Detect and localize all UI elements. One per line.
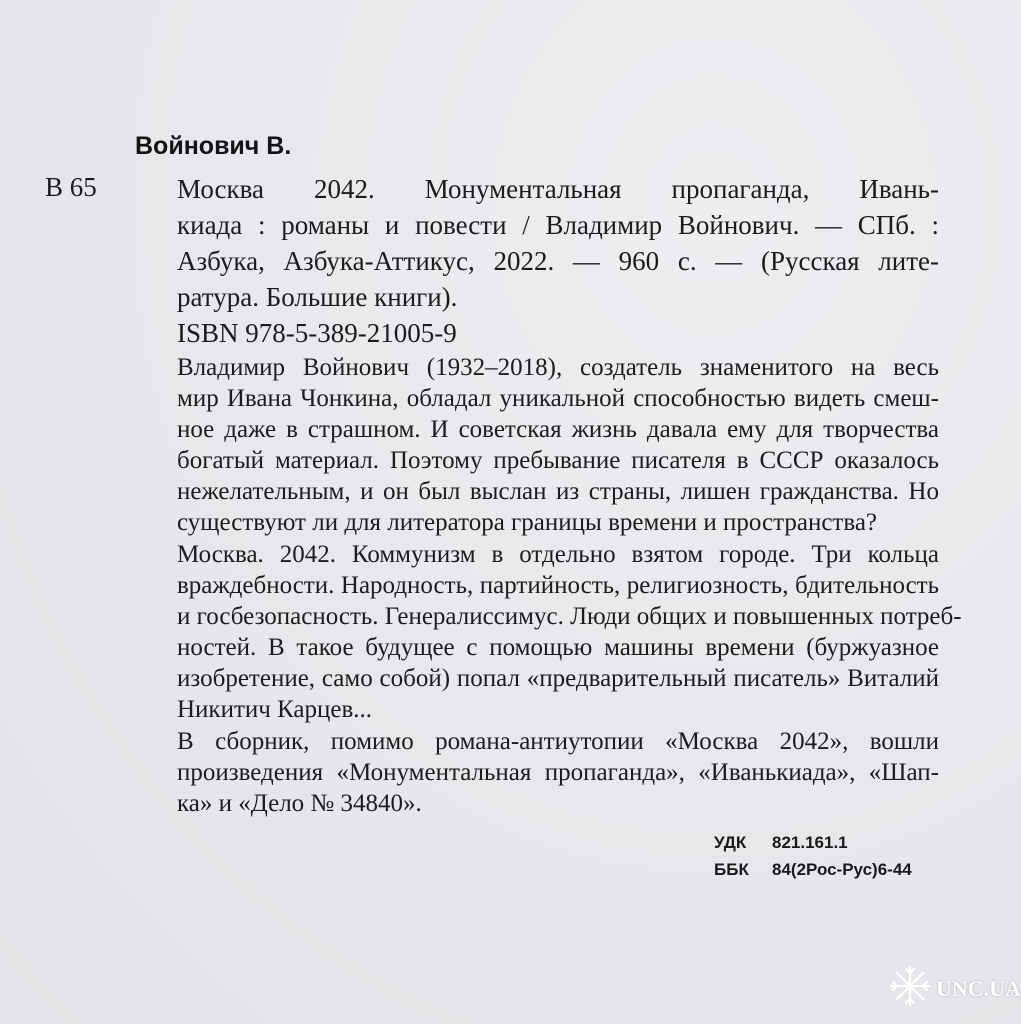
bbk-label: ББК <box>714 860 749 879</box>
annotation-line: богатый материал. Поэтому пребывание писателя в СССР оказалось <box>177 447 939 474</box>
annotation-line: и госбезопасность. Генералиссимус. Люди общих и повышенных потреб- <box>177 603 962 630</box>
annotation-line: мир Ивана Чонкина, обладал уникальной способностью видеть смеш- <box>177 385 939 412</box>
annotation-paragraph-3 <box>177 726 939 819</box>
library-code: В 65 <box>45 172 97 202</box>
udk-row <box>714 829 912 856</box>
annotation-line: Никитич Карцев... <box>177 696 373 723</box>
annotation-line: Москва. 2042. Коммунизм в отдельно взятом городе. Три кольца <box>177 541 939 568</box>
isbn: ISBN 978-5-389-21005-9 <box>177 318 457 348</box>
bibliographic-description <box>177 171 939 351</box>
author-name: Войнович В. <box>135 132 292 160</box>
bibliographic-line: Москва 2042. Монументальная пропаганда, Ивань- <box>177 174 939 204</box>
snowflake-icon <box>888 964 932 1014</box>
bibliographic-line: Азбука, Азбука-Аттикус, 2022. — 960 с. — (Русская лите- <box>177 246 939 276</box>
bbk-row <box>714 856 912 883</box>
annotation-line: нежелательным, и он был выслан из страны, лишен гражданства. Но <box>177 478 939 505</box>
annotation-line: Владимир Войнович (1932–2018), создатель знаменитого на весь <box>177 354 939 381</box>
annotation-line: враждебности. Народность, партийность, религиозность, бдительность <box>177 572 939 599</box>
watermark-text: UNC.UA <box>936 976 1021 1001</box>
udk-label: УДК <box>714 833 747 852</box>
udk-value: 821.161.1 <box>772 833 848 852</box>
bibliographic-line: киада : романы и повести / Владимир Войнович. — СПб. : <box>177 210 939 240</box>
annotation-line: ка» и «Дело № 34840». <box>177 790 422 817</box>
annotation-line: изобретение, само собой) попал «предварительный писатель» Виталий <box>177 665 939 692</box>
bbk-value: 84(2Рос-Рус)6-44 <box>772 860 912 879</box>
annotation-line: В сборник, помимо романа-антиутопии «Москва 2042», вошли <box>177 728 939 755</box>
annotation-paragraph-1 <box>177 352 939 538</box>
annotation-line: существуют ли для литератора границы времени и пространства? <box>177 509 878 536</box>
annotation-line: ностей. В такое будущее с помощью машины времени (буржуазное <box>177 634 939 661</box>
annotation-line: ное даже в страшном. И советская жизнь давала ему для творчества <box>177 416 939 443</box>
classification-codes <box>714 829 912 883</box>
watermark <box>888 964 1021 1014</box>
bibliographic-line: ратура. Большие книги). <box>177 282 458 312</box>
annotation-paragraph-2 <box>177 539 962 725</box>
annotation-line: произведения «Монументальная пропаганда», «Иванькиада», «Шап- <box>177 759 939 786</box>
